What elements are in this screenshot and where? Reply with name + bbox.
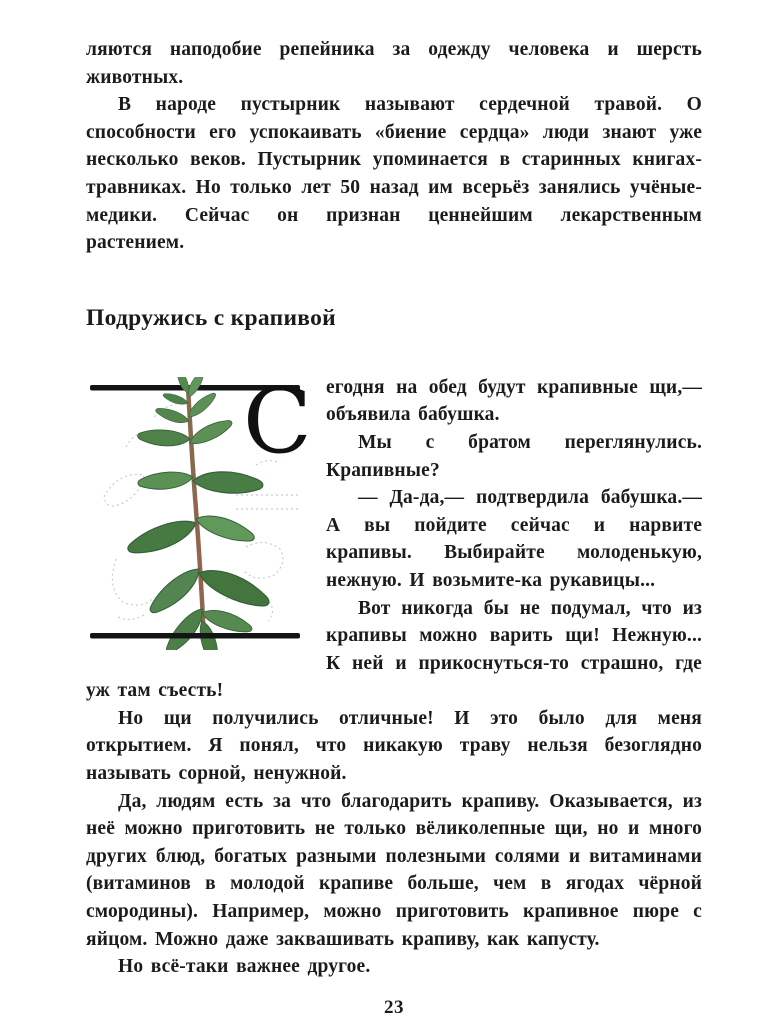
paragraph: Мы с братом переглянулись. Крапивные? — [326, 431, 702, 481]
paragraph: В народе пустырник называют сердечной травой. О способности его успокаивать «биение сердца» люди знают уже несколько веков. Пустырник упоминается в старинных книгах-травниках. Но только лет 50 назад им всерьёз занялись учёные-медики. Сейчас он признан ценнейшим лекарственным растением. — [86, 94, 702, 254]
paragraph: егодня на обед будут крапивные щи,— объявила бабушка. — [326, 376, 702, 426]
story-section — [86, 368, 702, 981]
paragraph: Но щи получились отличные! И это было для меня открытием. Я понял, что никакую траву нельзя безоглядно называть сорной, ненужной. — [86, 707, 702, 785]
bottom-rule-bar — [90, 633, 300, 639]
paragraph: Вот никогда бы не подумал, что из крапивы можно варить щи! Нежную... К ней и прикоснуться-то страшно, где уж там съесть! — [86, 597, 702, 702]
paragraph: Но всё-таки важнее другое. — [118, 956, 371, 978]
paragraph: Да, людям есть за что благодарить крапиву. Оказывается, из неё можно приготовить не только вёликолепные щи, но и много других блюд, богатых разными полезными солями и витаминами (витаминов в молодой крапиве больше, чем в ягодах чёрной смородины). Например, можно приготовить крапивное пюре с яйцом. Можно даже заквашивать крапиву, как капусту. — [86, 790, 702, 950]
dropcap-letter: С — [243, 368, 312, 474]
section-heading: Подружись с крапивой — [86, 304, 337, 331]
top-paragraphs — [86, 36, 702, 257]
paragraph: ляются наподобие репейника за одежду человека и шерсть животных. — [86, 39, 702, 88]
nettle-illustration — [86, 368, 314, 650]
paragraph: — Да-да,— подтвердила бабушка.— А вы пойдите сейчас и нарвите крапивы. Выбирайте молоденькую, нежную. И возьмите-ка рукавицы... — [326, 487, 702, 591]
page-number: 23 — [384, 996, 404, 1018]
